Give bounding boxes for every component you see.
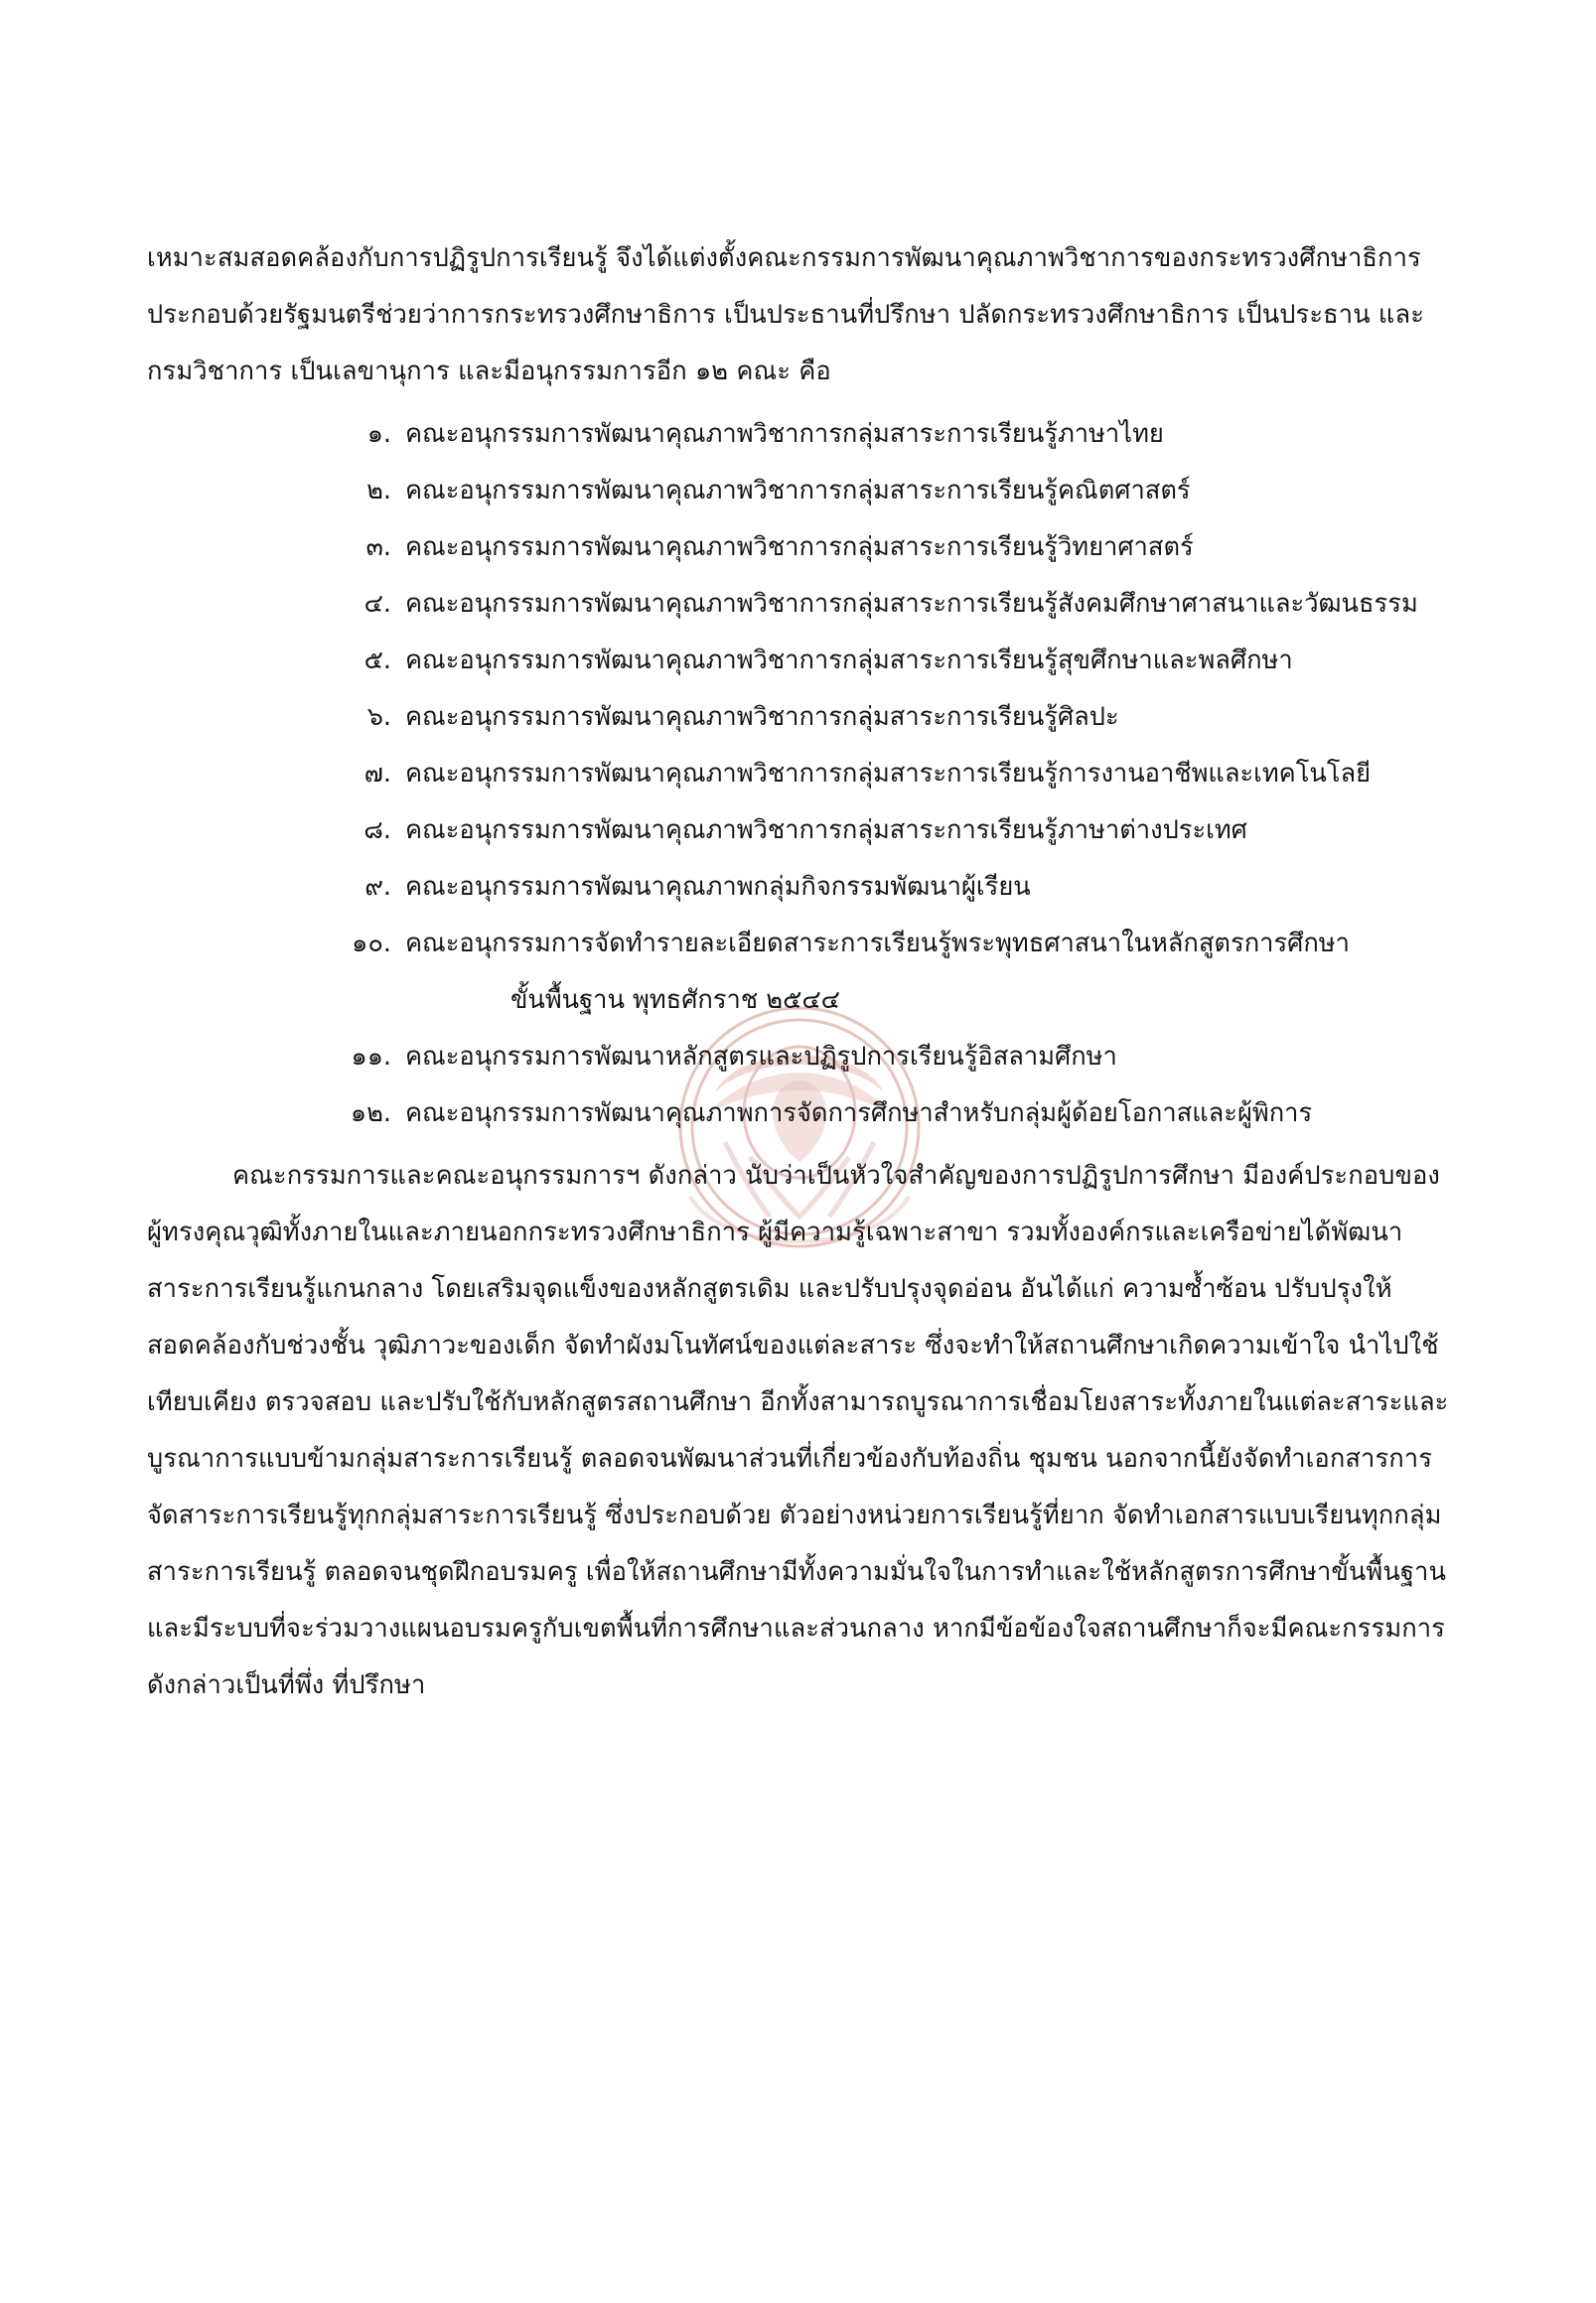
list-item [314,576,1458,633]
list-item-label: คณะอนุกรรมการพัฒนาคุณภาพการจัดการศึกษาสำหรับกลุ่มผู้ด้อยโอกาสและผู้พิการ [405,1098,1313,1128]
list-item-number: ๙. [364,872,391,902]
list-item-number: ๑๐. [352,929,391,958]
list-item-number: ๑๑. [351,1042,391,1072]
list-item-number: ๓. [365,532,391,562]
list-item-label: คณะอนุกรรมการพัฒนาคุณภาพวิชาการกลุ่มสาระการเรียนรู้ภาษาไทย [405,419,1164,449]
list-item [314,859,1458,916]
document-content [147,230,1458,1714]
list-item-label: คณะอนุกรรมการพัฒนาคุณภาพวิชาการกลุ่มสาระการเรียนรู้การงานอาชีพและเทคโนโลยี [405,759,1372,789]
list-item-number: ๔. [363,589,391,619]
list-item [314,802,1458,859]
list-item-continuation: ขั้นพื้นฐาน พุทธศักราช ๒๕๔๔ [510,985,840,1015]
list-item [314,633,1458,689]
list-item-label: คณะอนุกรรมการพัฒนาคุณภาพวิชาการกลุ่มสาระการเรียนรู้ศิลปะ [405,702,1119,732]
intro-paragraph: เหมาะสมสอดคล้องกับการปฏิรูปการเรียนรู้ จึงได้แต่งตั้งคณะกรรมการพัฒนาคุณภาพวิชาการของกระทรวงศึกษาธิการ ประกอบด้วยรัฐมนตรีช่วยว่าการกระทรวงศึกษาธิการ เป็นประธานที่ปรึกษา ปลัดกระทรวงศึกษาธิการ เป็นประธาน และกรมวิชาการ เป็นเลขานุการ และมีอนุกรรมการอีก ๑๒ คณะ คือ [147,243,1424,386]
list-item [314,1085,1458,1142]
list-item-label [405,916,1458,1029]
list-item-number: ๑๒. [350,1098,391,1128]
list-item [314,1029,1458,1085]
subcommittee-list-wrapper [314,406,1458,1142]
list-item [314,519,1458,576]
list-item-number: ๕. [363,646,391,675]
list-item-label: คณะอนุกรรมการพัฒนาคุณภาพวิชาการกลุ่มสาระการเรียนรู้สังคมศึกษาศาสนาและวัฒนธรรม [405,589,1418,619]
subcommittee-list [314,406,1458,1142]
list-item-label: คณะอนุกรรมการพัฒนาคุณภาพวิชาการกลุ่มสาระการเรียนรู้คณิตศาสตร์ [405,476,1191,505]
list-item-text: คณะอนุกรรมการจัดทำรายละเอียดสาระการเรียนรู้พระพุทธศาสนาในหลักสูตรการศึกษา [405,929,1350,958]
list-item-label: คณะอนุกรรมการพัฒนาหลักสูตรและปฏิรูปการเรียนรู้อิสลามศึกษา [405,1042,1117,1072]
list-item-label: คณะอนุกรรมการพัฒนาคุณภาพวิชาการกลุ่มสาระการเรียนรู้สุขศึกษาและพลศึกษา [405,646,1293,675]
list-item-number: ๒. [366,476,391,505]
list-item-number: ๖. [366,702,391,732]
list-item [314,746,1458,802]
list-item-number: ๑. [366,419,391,449]
list-item [314,916,1458,1029]
list-item-label: คณะอนุกรรมการพัฒนาคุณภาพวิชาการกลุ่มสาระการเรียนรู้วิทยาศาสตร์ [405,532,1194,562]
list-item-number: ๗. [363,759,391,789]
list-item [314,406,1458,463]
list-item-number: ๘. [363,815,391,845]
list-item-label: คณะอนุกรรมการพัฒนาคุณภาพกลุ่มกิจกรรมพัฒนาผู้เรียน [405,872,1031,902]
closing-paragraph: คณะกรรมการและคณะอนุกรรมการฯ ดังกล่าว นับว่าเป็นหัวใจสำคัญของการปฏิรูปการศึกษา มีองค์ประกอบของผู้ทรงคุณวุฒิทั้งภายในและภายนอกกระทรวงศึกษาธิการ ผู้มีความรู้เฉพาะสาขา รวมทั้งองค์กรและเครือข่ายได้พัฒนาสาระการเรียนรู้แกนกลาง โดยเสริมจุดแข็งของหลักสูตรเดิม และปรับปรุงจุดอ่อน อันได้แก่ ความซ้ำซ้อน ปรับปรุงให้สอดคล้องกับช่วงชั้น วุฒิภาวะของเด็ก จัดทำผังมโนทัศน์ของแต่ละสาระ ซึ่งจะทำให้สถานศึกษาเกิดความเข้าใจ นำไปใช้เทียบเคียง ตรวจสอบ และปรับใช้กับหลักสูตรสถานศึกษา อีกทั้งสามารถบูรณาการเชื่อมโยงสาระทั้งภายในแต่ละสาระและบูรณาการแบบข้ามกลุ่มสาระการเรียนรู้ ตลอดจนพัฒนาส่วนที่เกี่ยวข้องกับท้องถิ่น ชุมชน นอกจากนี้ยังจัดทำเอกสารการจัดสาระการเรียนรู้ทุกกลุ่มสาระการเรียนรู้ ซึ่งประกอบด้วย ตัวอย่างหน่วยการเรียนรู้ที่ยาก จัดทำเอกสารแบบเรียนทุกกลุ่มสาระการเรียนรู้ ตลอดจนชุดฝึกอบรมครู เพื่อให้สถานศึกษามีทั้งความมั่นใจในการทำและใช้หลักสูตรการศึกษาขั้นพื้นฐาน และมีระบบที่จะร่วมวางแผนอบรมครูกับเขตพื้นที่การศึกษาและส่วนกลาง หากมีข้อข้องใจสถานศึกษาก็จะมีคณะกรรมการดังกล่าวเป็นที่พึ่ง ที่ปรึกษา [147,1161,1449,1700]
list-item-label: คณะอนุกรรมการพัฒนาคุณภาพวิชาการกลุ่มสาระการเรียนรู้ภาษาต่างประเทศ [405,815,1247,845]
list-item [314,463,1458,519]
list-item [314,689,1458,746]
